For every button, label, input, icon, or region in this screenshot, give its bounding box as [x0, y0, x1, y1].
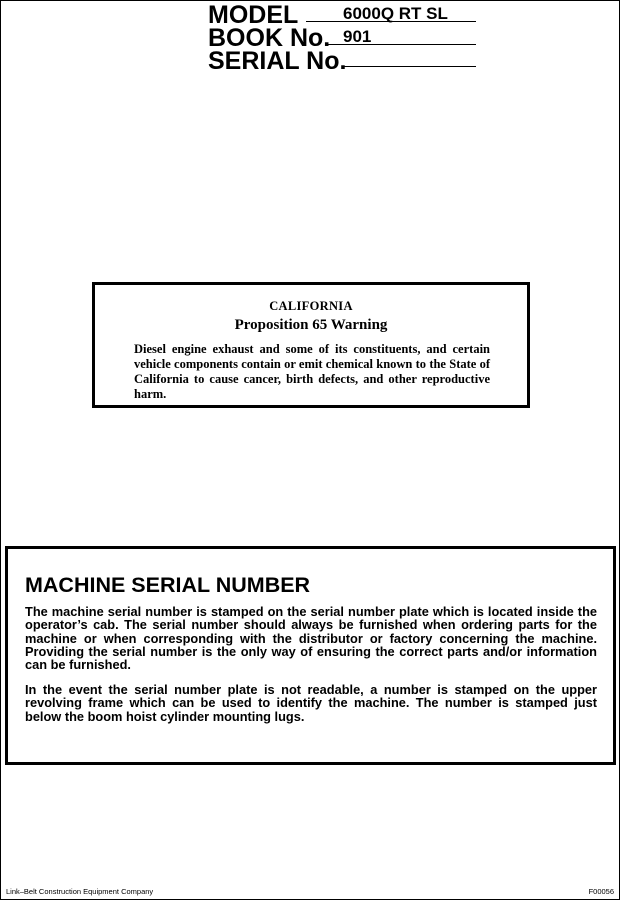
serial-number-box	[5, 546, 616, 765]
warning-subtitle: Proposition 65 Warning	[234, 317, 388, 333]
footer-company: Link–Belt Construction Equipment Company	[6, 887, 154, 896]
book-value: 901	[343, 27, 372, 46]
footer-code: F00056	[588, 887, 614, 896]
warning-text: Diesel engine exhaust and some of its constituents, and certain vehicle components contain or emit chemical known to the State of California to cause cancer, birth defects, and other reproductive harm.	[134, 342, 490, 401]
serial-paragraph-1: The machine serial number is stamped on the serial number plate which is located inside the operator’s cab. The serial number should always be furnished when ordering parts for the machine or when corresponding with the distributor or factory concerning the machine. Providing the serial number is the only way of ensuring the correct parts and/or information can be furnished.	[25, 604, 597, 673]
model-label: MODEL	[208, 1, 299, 29]
model-value: 6000Q RT SL	[343, 4, 448, 23]
warning-title: CALIFORNIA	[269, 299, 353, 313]
serial-paragraph-2: In the event the serial number plate is not readable, a number is stamped on the upper revolving frame which can be used to identify the machine. The number is stamped just below the boom hoist cylinder mounting lugs.	[25, 682, 597, 724]
serial-heading: MACHINE SERIAL NUMBER	[25, 573, 311, 597]
serial-line	[344, 66, 476, 67]
book-label: BOOK No.	[208, 24, 331, 52]
serial-label: SERIAL No.	[208, 47, 347, 75]
prop65-warning-box	[92, 282, 530, 408]
